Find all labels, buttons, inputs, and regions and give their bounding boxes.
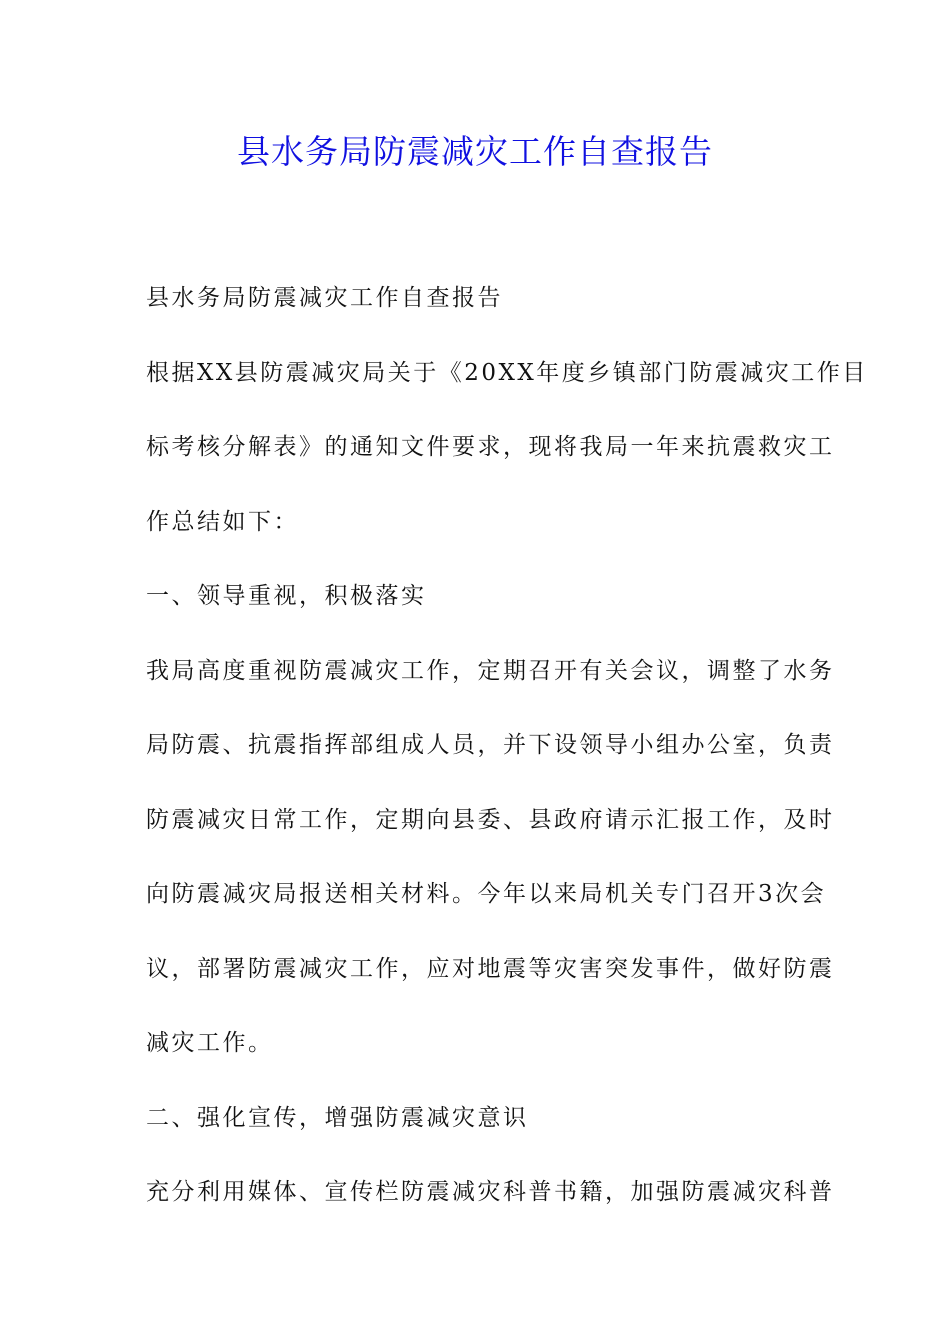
- paragraph-line: 作总结如下：: [146, 508, 299, 535]
- paragraph-line: 向防震减灾局报送相关材料。今年以来局机关专门召开3次会: [146, 881, 827, 907]
- paragraph-line: 防震减灾日常工作，定期向县委、县政府请示汇报工作，及时: [146, 806, 835, 833]
- paragraph-line: 局防震、抗震指挥部组成人员，并下设领导小组办公室，负责: [146, 732, 835, 758]
- paragraph-line: 充分利用媒体、宣传栏防震减灾科普书籍，加强防震减灾科普: [146, 1179, 835, 1205]
- document-title: 县水务局防震减灾工作自查报告: [237, 132, 713, 171]
- paragraph-line: 减灾工作。: [146, 1030, 274, 1056]
- paragraph-line: 我局高度重视防震减灾工作，定期召开有关会议，调整了水务: [146, 657, 835, 684]
- document-body: [146, 261, 868, 1230]
- paragraph-line: 标考核分解表》的通知文件要求，现将我局一年来抗震救灾工: [146, 434, 835, 460]
- paragraph-line-subtitle: 县水务局防震减灾工作自查报告: [146, 285, 503, 311]
- section-heading-1: 一、领导重视，积极落实: [146, 583, 427, 609]
- paragraph-line: 议，部署防震减灾工作，应对地震等灾害突发事件，做好防震: [146, 955, 835, 982]
- paragraph-line: 根据XX县防震减灾局关于《20XX年度乡镇部门防震减灾工作目: [146, 359, 868, 386]
- section-heading-2: 二、强化宣传，增强防震减灾意识: [146, 1104, 529, 1131]
